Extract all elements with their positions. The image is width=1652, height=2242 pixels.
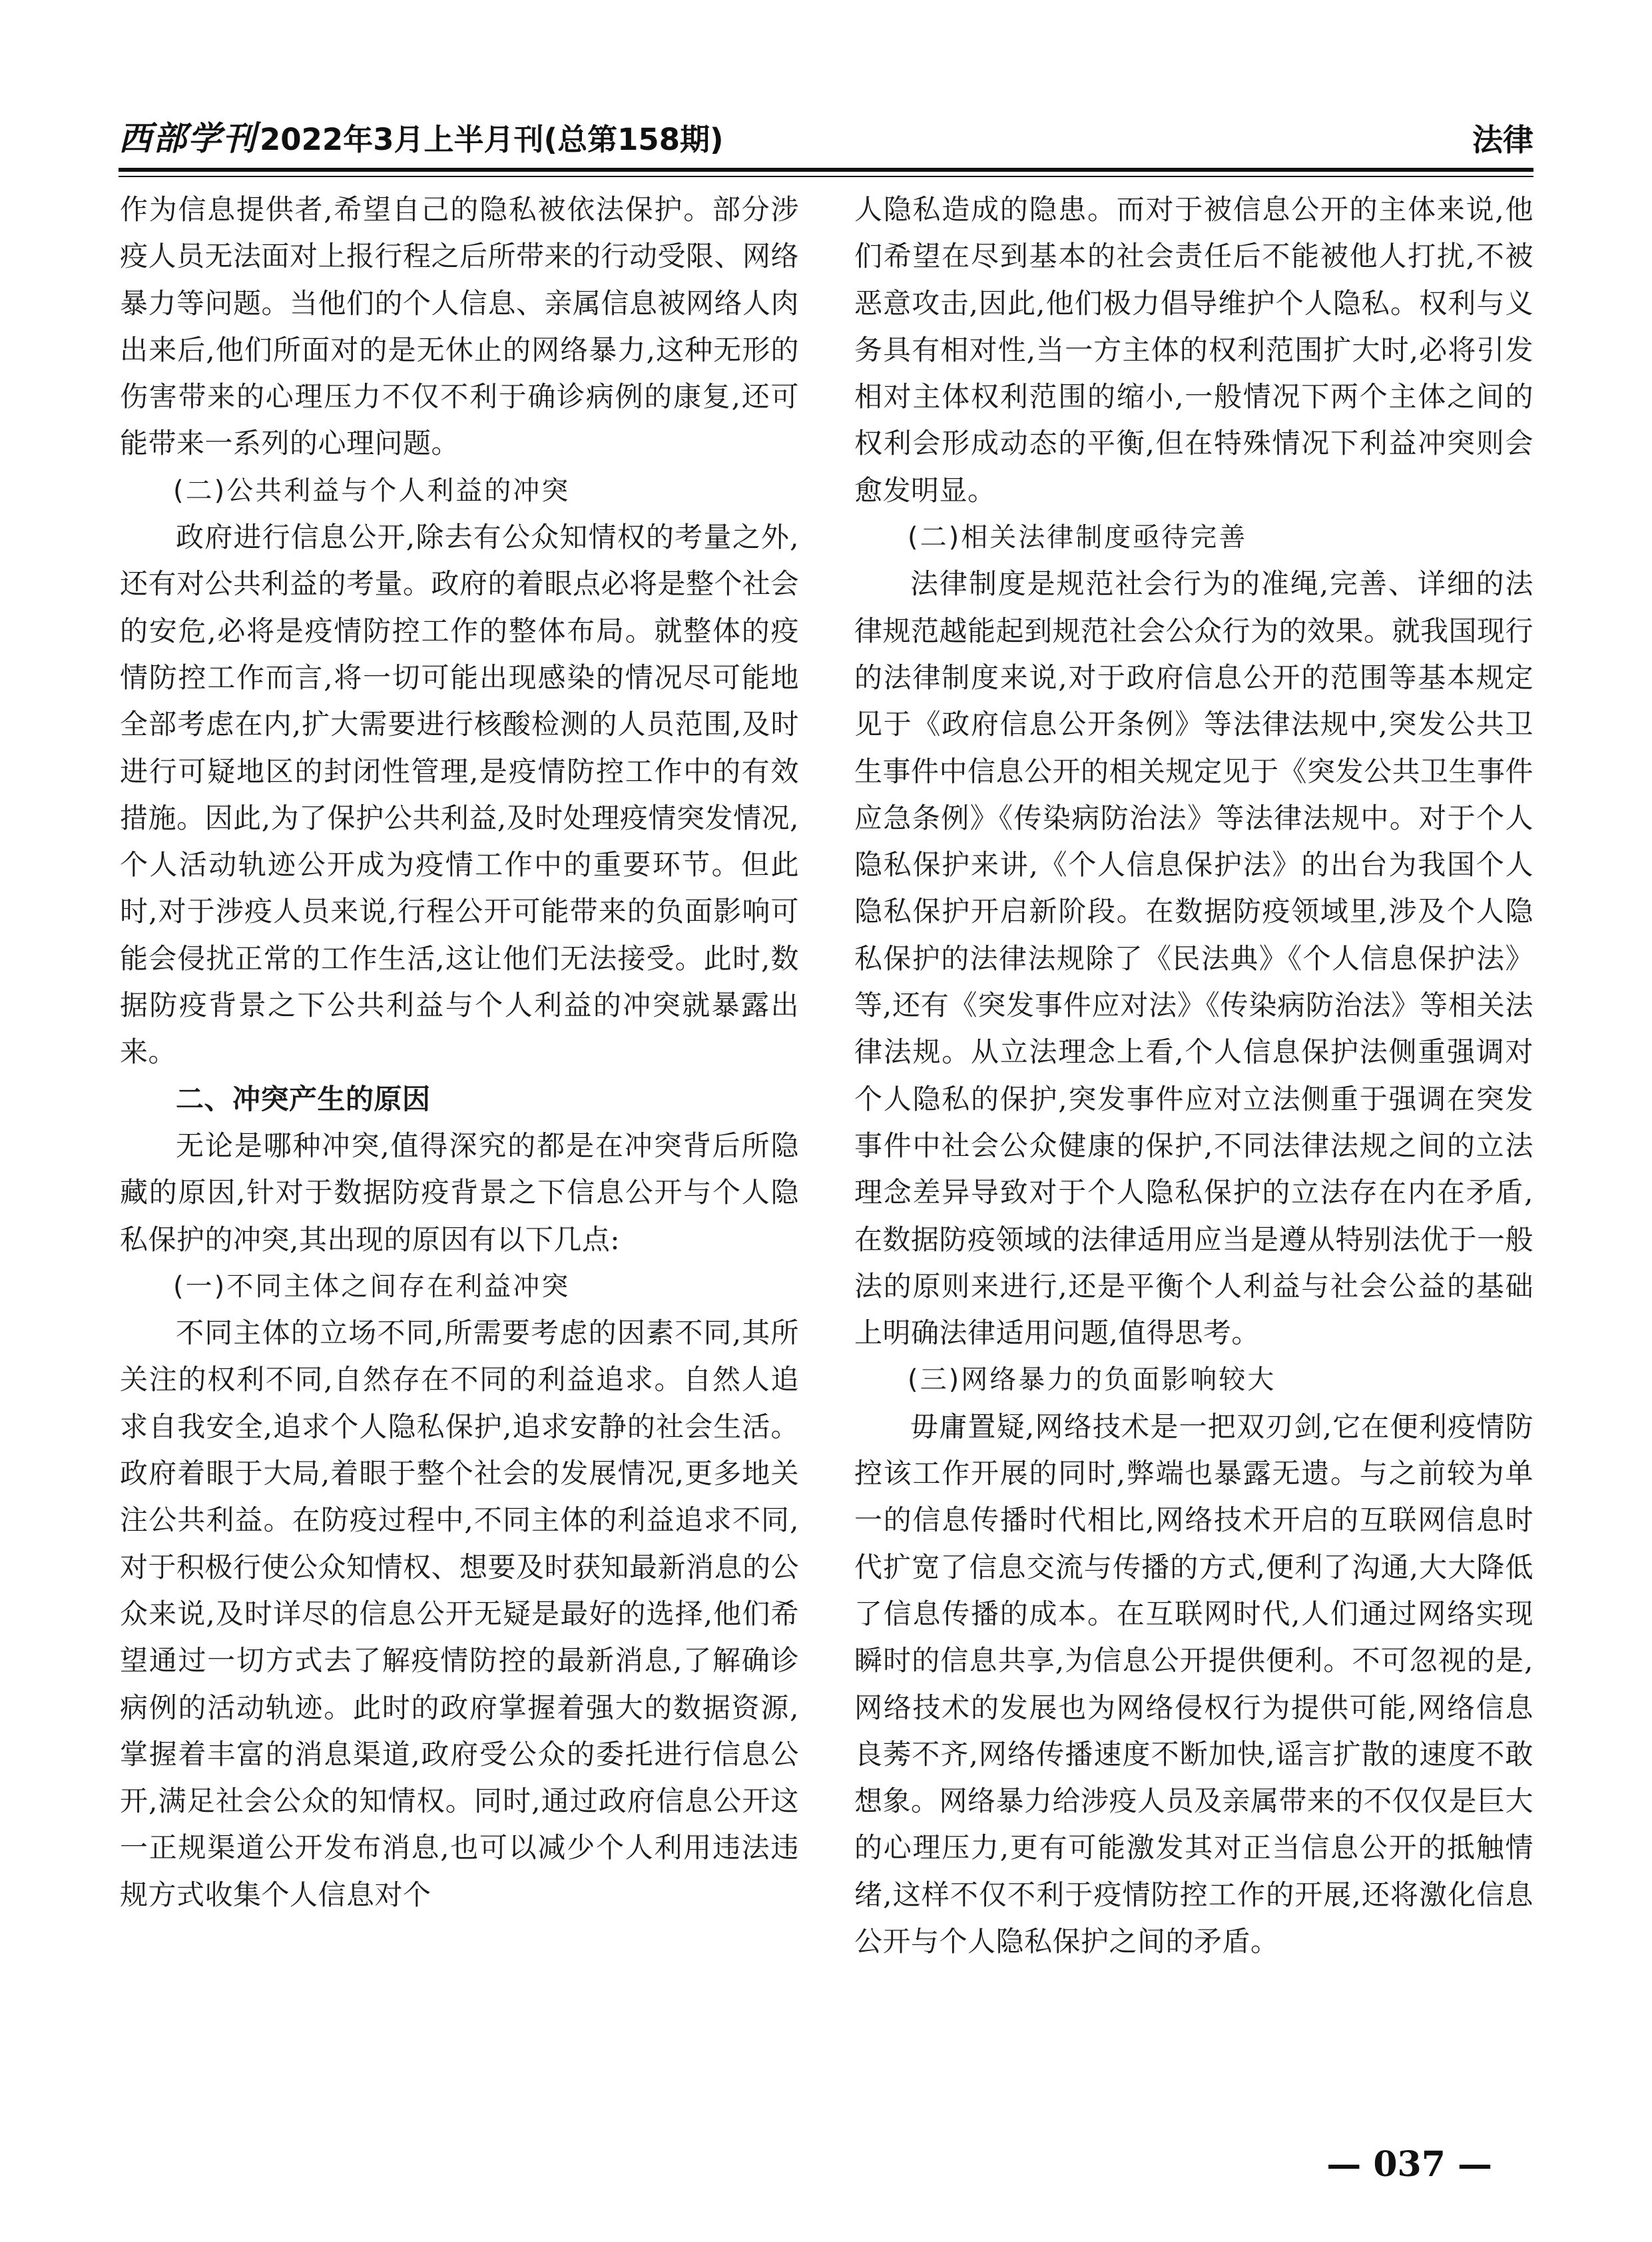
page-number: — 037 — [1326, 2144, 1492, 2185]
left-column [120, 186, 799, 1965]
paragraph: 不同主体的立场不同,所需要考虑的因素不同,其所关注的权利不同,自然存在不同的利益追求。自然人追求自我安全,追求个人隐私保护,追求安静的社会生活。政府着眼于大局,着眼于整个社会的发展情况,更多地关注公共利益。在防疫过程中,不同主体的利益追求不同,对于积极行使公众知情权、想要及时获知最新消息的公众来说,及时详尽的信息公开无疑是最好的选择,他们希望通过一切方式去了解疫情防控的最新消息,了解确诊病例的活动轨迹。此时的政府掌握着强大的数据资源,掌握着丰富的消息渠道,政府受公众的委托进行信息公开,满足社会公众的知情权。同时,通过政府信息公开这一正规渠道公开发布消息,也可以减少个人利用违法违规方式收集个人信息对个 [120, 1316, 800, 1911]
paragraph: 人隐私造成的隐患。而对于被信息公开的主体来说,他们希望在尽到基本的社会责任后不能被他人打扰,不被恶意攻击,因此,他们极力倡导维护个人隐私。权利与义务具有相对性,当一方主体的权利范围扩大时,必将引发相对主体权利范围的缩小,一般情况下两个主体之间的权利会形成动态的平衡,但在特殊情况下利益冲突则会愈发明显。 [854, 193, 1533, 507]
paragraph: 法律制度是规范社会行为的准绳,完善、详细的法律规范越能起到规范社会公众行为的效果。就我国现行的法律制度来说,对于政府信息公开的范围等基本规定见于《政府信息公开条例》等法律法规中,突发公共卫生事件中信息公开的相关规定见于《突发公共卫生事件应急条例》《传染病防治法》等法律法规中。对于个人隐私保护来讲,《个人信息保护法》的出台为我国个人隐私保护开启新阶段。在数据防疫领域里,涉及个人隐私保护的法律法规除了《民法典》《个人信息保护法》等,还有《突发事件应对法》《传染病防治法》等相关法律法规。从立法理念上看,个人信息保护法侧重强调对个人隐私的保护,突发事件应对立法侧重于强调在突发事件中社会公众健康的保护,不同法律法规之间的立法理念差异导致对于个人隐私保护的立法存在内在矛盾,在数据防疫领域的法律适用应当是遵从特别法优于一般法的原则来进行,还是平衡个人利益与社会公益的基础上明确法律适用问题,值得思考。 [854, 567, 1534, 1350]
paragraph: 毋庸置疑,网络技术是一把双刃剑,它在便利疫情防控该工作开展的同时,弊端也暴露无遗。与之前较为单一的信息传播时代相比,网络技术开启的互联网信息时代扩宽了信息交流与传播的方式,便利了沟通,大大降低了信息传播的成本。在互联网时代,人们通过网络实现瞬时的信息共享,为信息公开提供便利。不可忽视的是,网络技术的发展也为网络侵权行为提供可能,网络信息良莠不齐,网络传播速度不断加快,谣言扩散的速度不敢想象。网络暴力给涉疫人员及亲属带来的不仅仅是巨大的心理压力,更有可能激发其对正当信息公开的抵触情绪,这样不仅不利于疫情防控工作的开展,还将激化信息公开与个人隐私保护之间的矛盾。 [854, 1410, 1534, 1958]
header-rule-thin [119, 176, 1533, 177]
subsection-heading: (三)网络暴力的负面影响较大 [908, 1364, 1276, 1396]
paragraph: 作为信息提供者,希望自己的隐私被依法保护。部分涉疫人员无法面对上报行程之后所带来的行动受限、网络暴力等问题。当他们的个人信息、亲属信息被网络人肉出来后,他们所面对的是无休止的网络暴力,这种无形的伤害带来的心理压力不仅不利于确诊病例的康复,还可能带来一系列的心理问题。 [120, 193, 800, 460]
subsection-heading: (一)不同主体之间存在利益冲突 [173, 1270, 571, 1302]
journal-info [119, 112, 724, 160]
journal-logo: 西部学刊 [119, 119, 257, 158]
section-heading: 二、冲突产生的原因 [176, 1082, 431, 1115]
right-column [854, 186, 1533, 1965]
section-title: 法律 [1472, 122, 1533, 158]
article-body [120, 186, 1533, 1965]
paragraph: 无论是哪种冲突,值得深究的都是在冲突背后所隐藏的原因,针对于数据防疫背景之下信息公开与个人隐私保护的冲突,其出现的原因有以下几点: [120, 1129, 799, 1256]
subsection-heading: (二)公共利益与个人利益的冲突 [173, 475, 571, 506]
header-rule-thick [119, 168, 1533, 172]
paragraph: 政府进行信息公开,除去有公众知情权的考量之外,还有对公共利益的考量。政府的着眼点必将是整个社会的安危,必将是疫情防控工作的整体布局。就整体的疫情防控工作而言,将一切可能出现感染的情况尽可能地全部考虑在内,扩大需要进行核酸检测的人员范围,及时进行可疑地区的封闭性管理,是疫情防控工作中的有效措施。因此,为了保护公共利益,及时处理疫情突发情况,个人活动轨迹公开成为疫情工作中的重要环节。但此时,对于涉疫人员来说,行程公开可能带来的负面影响可能会侵扰正常的工作生活,这让他们无法接受。此时,数据防疫背景之下公共利益与个人利益的冲突就暴露出来。 [120, 521, 800, 1069]
issue-info: 2022年3月上半月刊(总第158期) [260, 122, 724, 157]
running-header [119, 107, 1533, 160]
subsection-heading: (二)相关法律制度亟待完善 [908, 522, 1248, 553]
